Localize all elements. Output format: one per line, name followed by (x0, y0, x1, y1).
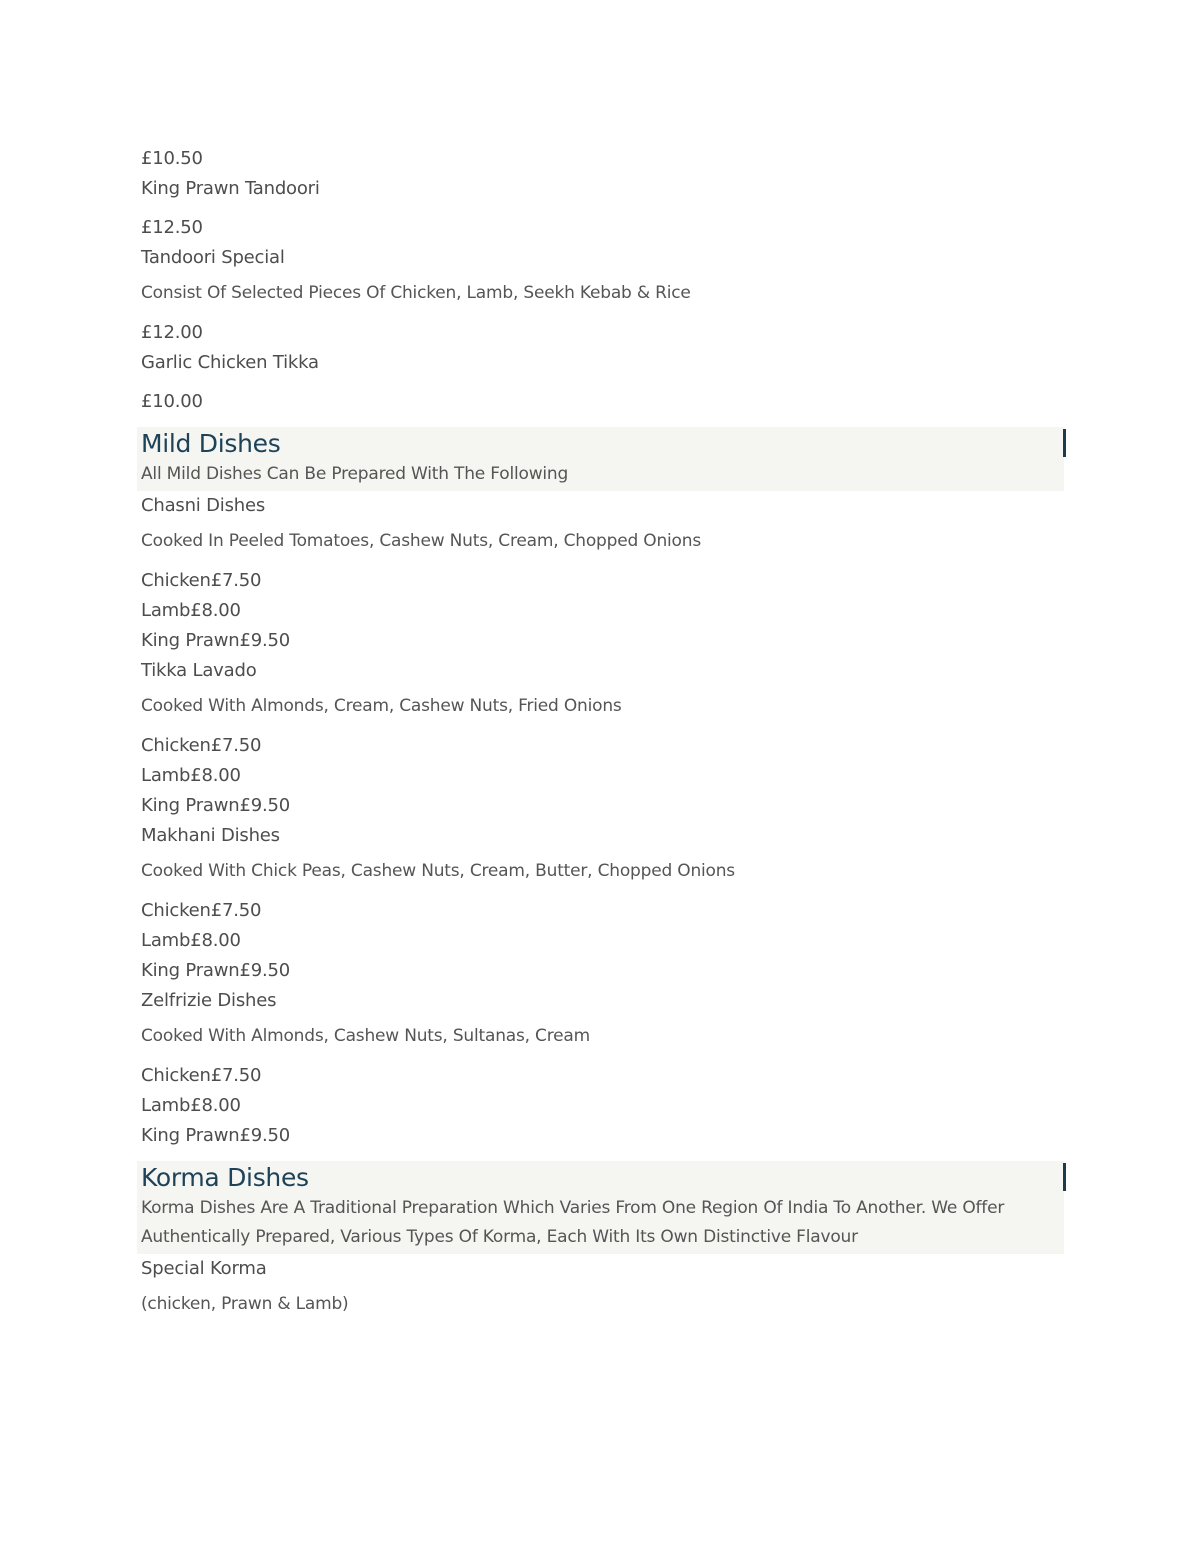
dish-option: Lamb£8.00 (141, 600, 241, 621)
dish-option: King Prawn£9.50 (141, 960, 290, 981)
dish-description: (chicken, Prawn & Lamb) (141, 1294, 349, 1314)
dish-option: Chicken£7.50 (141, 1065, 262, 1086)
dish-option: Lamb£8.00 (141, 930, 241, 951)
dish-name: Garlic Chicken Tikka (141, 352, 319, 373)
dish-name: Tikka Lavado (141, 660, 257, 681)
dish-option: King Prawn£9.50 (141, 1125, 290, 1146)
dish-option: King Prawn£9.50 (141, 630, 290, 651)
dish-name: King Prawn Tandoori (141, 178, 320, 199)
section-header-mild (137, 427, 1064, 491)
dish-option: Chicken£7.50 (141, 735, 262, 756)
price: £12.00 (141, 322, 203, 343)
dish-description: Cooked In Peeled Tomatoes, Cashew Nuts, Cream, Chopped Onions (141, 531, 701, 551)
dish-name: Tandoori Special (141, 247, 285, 268)
dish-option: Chicken£7.50 (141, 900, 262, 921)
dish-group (141, 1254, 1065, 1317)
price: £10.50 (141, 148, 203, 169)
section-accent-bar (1063, 429, 1066, 457)
section-note: All Mild Dishes Can Be Prepared With The Following (141, 464, 569, 484)
price: £10.00 (141, 391, 203, 412)
dish-group (141, 821, 1065, 986)
section-title: Mild Dishes (141, 429, 281, 458)
section-accent-bar (1063, 1163, 1066, 1191)
dish-option: Lamb£8.00 (141, 1095, 241, 1116)
section-title: Korma Dishes (141, 1163, 309, 1192)
dish-option: King Prawn£9.50 (141, 795, 290, 816)
dish-option: Chicken£7.50 (141, 570, 262, 591)
dish-description: Cooked With Almonds, Cream, Cashew Nuts, Fried Onions (141, 696, 622, 716)
dish-description: Cooked With Almonds, Cashew Nuts, Sultanas, Cream (141, 1026, 590, 1046)
dish-group (141, 656, 1065, 821)
dish-name: Zelfrizie Dishes (141, 990, 277, 1011)
section-note-line: Korma Dishes Are A Traditional Preparation Which Varies From One Region Of India To Another. We Offer (141, 1198, 1005, 1218)
menu-page (141, 144, 1065, 1329)
dish-description: Cooked With Chick Peas, Cashew Nuts, Cream, Butter, Chopped Onions (141, 861, 735, 881)
dish-name: Special Korma (141, 1258, 267, 1279)
dish-name: Makhani Dishes (141, 825, 280, 846)
price: £12.50 (141, 217, 203, 238)
dish-description: Consist Of Selected Pieces Of Chicken, Lamb, Seekh Kebab & Rice (141, 283, 691, 303)
dish-name: Chasni Dishes (141, 495, 266, 516)
section-note-line: Authentically Prepared, Various Types Of Korma, Each With Its Own Distinctive Flavour (141, 1227, 858, 1247)
dish-option: Lamb£8.00 (141, 765, 241, 786)
dish-group (141, 986, 1065, 1151)
section-header-korma (137, 1161, 1064, 1254)
dish-group (141, 491, 1065, 656)
